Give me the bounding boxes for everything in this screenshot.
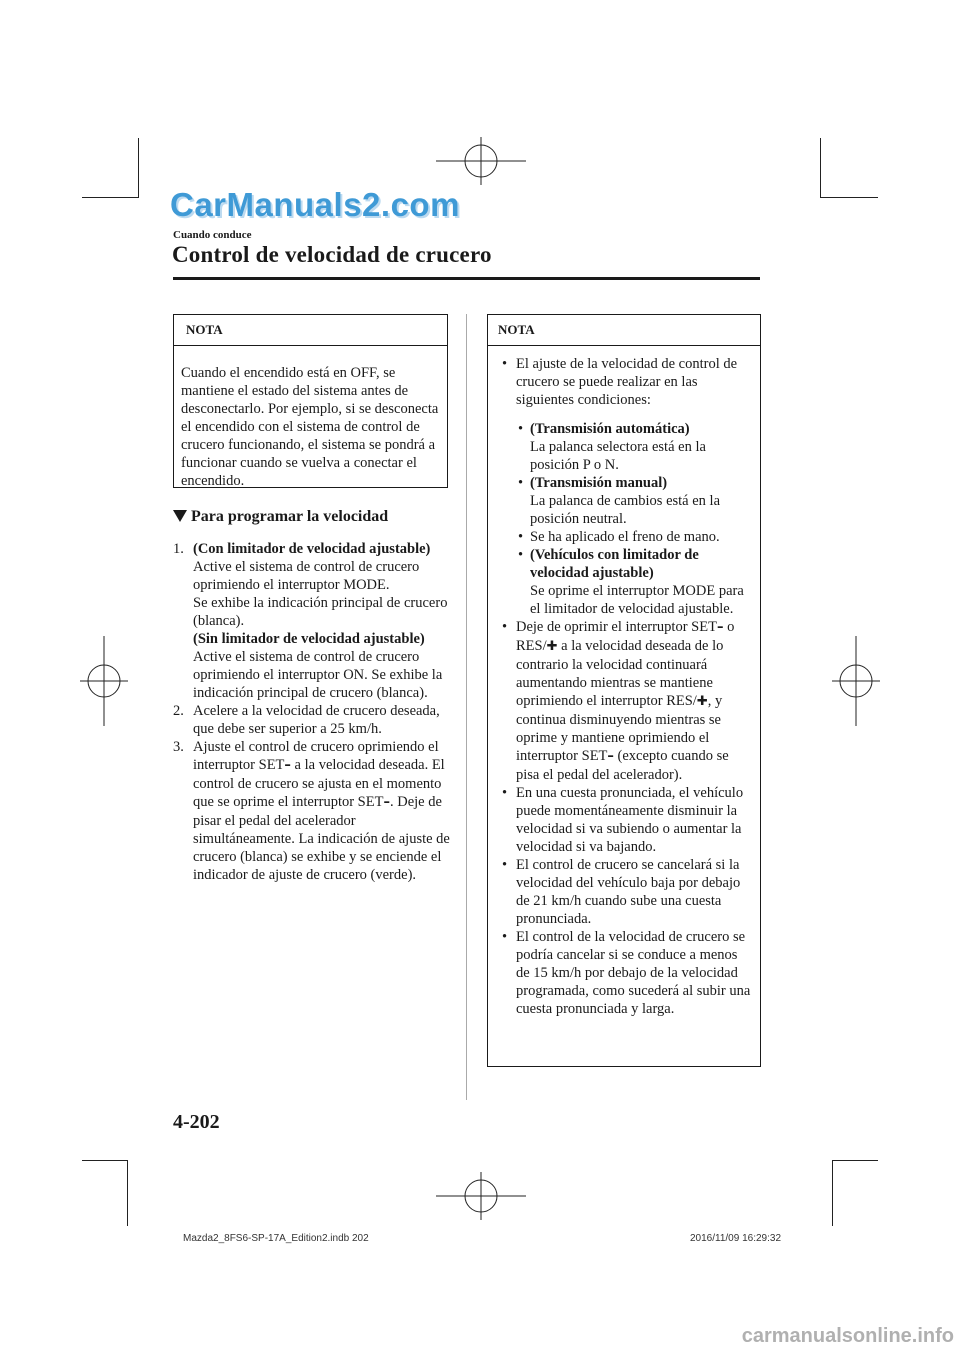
note-subbullet [490, 420, 754, 474]
note-subbullet [490, 546, 754, 618]
bullet-text-part: a la velocidad deseada de lo contrario la velocidad continuará aumentando mientras se mantiene oprimiendo el interruptor RES/ [516, 638, 724, 709]
note-box-left [173, 314, 448, 488]
section-label: Cuando conduce [173, 229, 252, 241]
subbullet-title: (Transmisión automática) [530, 421, 690, 437]
note-text: Cuando el encendido está en OFF, se mantiene el estado del sistema antes de desconectarlo. Por ejemplo, si se desconecta el encendido con el sistema de control de crucero funcionando, el sistema se pondrá a funcionar cuando se vuelva a conectar el encendido. [181, 365, 439, 489]
bullet-icon: • [518, 547, 524, 563]
step-text: Active el sistema de control de crucero oprimiendo el interruptor MODE. [193, 559, 420, 593]
bullet-icon: • [518, 475, 524, 491]
bullet-text-part: , y continua disminuyendo mientras se oprime y mantiene oprimiendo el interruptor SET [516, 693, 723, 764]
subbullet-title: (Transmisión manual) [530, 475, 668, 491]
crop-mark [82, 197, 139, 198]
bullet-text [516, 618, 754, 784]
step-3 [173, 738, 451, 884]
steps-list [173, 540, 451, 884]
crop-mark [832, 1160, 878, 1161]
subbullet-text: La palanca selectora está en la posición P o N. [530, 439, 706, 473]
plus-icon: ✚ [696, 694, 708, 709]
bullet-text: En una cuesta pronunciada, el vehículo puede momentáneamente disminuir la velocidad si va subiendo o aumentar la velocidad si va bajando. [516, 785, 744, 855]
note-subbullet [490, 474, 754, 528]
minus-icon: – [284, 758, 291, 773]
step-condition: (Sin limitador de velocidad ajustable) [193, 631, 425, 647]
note-bullet [490, 618, 754, 784]
note-subbullet [490, 528, 754, 546]
crop-mark [832, 1160, 833, 1226]
bullet-text-part: (excepto cuando se pisa el pedal del acelerador). [516, 748, 729, 783]
bullet-text-part: Deje de oprimir el interruptor SET [516, 619, 717, 635]
section-heading-text: Para programar la velocidad [191, 508, 389, 525]
step-condition: (Con limitador de velocidad ajustable) [193, 541, 431, 557]
crop-mark [820, 197, 878, 198]
subbullet-title: (Vehículos con limitador de velocidad ajustable) [530, 547, 699, 581]
page-title: Control de velocidad de crucero [172, 242, 492, 267]
bullet-icon: • [502, 857, 508, 873]
step-text: Active el sistema de control de crucero oprimiendo el interruptor ON. Se exhibe la indicación principal de crucero (blanca). [193, 649, 443, 701]
bullet-icon: • [502, 356, 508, 372]
watermark-logo[interactable]: CarManuals2.com [170, 186, 460, 223]
triangle-icon [173, 510, 187, 522]
subbullet-text: Se ha aplicado el freno de mano. [530, 529, 720, 545]
page-number: 4-202 [173, 1111, 220, 1133]
step-text [193, 738, 451, 884]
bullet-text-part: o RES/ [516, 619, 735, 654]
note-label: NOTA [488, 315, 760, 346]
step-number: 1. [173, 541, 184, 557]
crop-mark [138, 138, 139, 198]
registration-mark-icon [832, 636, 880, 726]
step-text-part: . Deje de pisar el pedal del acelerador simultáneamente. La indicación de ajuste de crucero (blanca) se exhibe y se enciende el indicador de ajuste de crucero (verde). [193, 794, 450, 883]
registration-mark-icon [436, 137, 526, 185]
bullet-icon: • [502, 929, 508, 945]
registration-mark-icon [436, 1172, 526, 1220]
crop-mark [127, 1160, 128, 1226]
minus-icon: – [383, 795, 390, 810]
note-bullets [488, 346, 760, 1018]
crop-mark [82, 1160, 128, 1161]
step-number: 3. [173, 739, 184, 755]
bullet-icon: • [518, 421, 524, 437]
registration-mark-icon [80, 636, 128, 726]
step-text-part: a la velocidad deseada. El control de crucero se ajusta en el momento que se oprime el interruptor SET [193, 757, 445, 810]
bullet-icon: • [518, 529, 524, 545]
step-text: Acelere a la velocidad de crucero deseada, que debe ser superior a 25 km/h. [193, 703, 440, 737]
note-bullet [490, 928, 754, 1018]
footer-filename: Mazda2_8FS6-SP-17A_Edition2.indb 202 [183, 1233, 369, 1244]
note-bullet [490, 856, 754, 928]
subbullet-text: La palanca de cambios está en la posición neutral. [530, 493, 721, 527]
bullet-text: El control de crucero se cancelará si la velocidad del vehículo baja por debajo de 21 km/h cuando sube una cuesta pronunciada. [516, 857, 741, 927]
title-rule [173, 277, 760, 280]
bullet-text: El ajuste de la velocidad de control de crucero se puede realizar en las siguientes condiciones: [516, 356, 738, 408]
step-text-part: Ajuste el control de crucero oprimiendo el interruptor SET [193, 739, 439, 773]
step-1 [173, 540, 451, 702]
column-divider [466, 314, 467, 1100]
note-bullet [490, 784, 754, 856]
minus-icon: – [716, 620, 724, 635]
note-label: NOTA [174, 315, 447, 346]
minus-icon: – [607, 749, 614, 764]
subbullet-text: Se oprime el interruptor MODE para el limitador de velocidad ajustable. [530, 583, 744, 617]
section-heading [173, 508, 388, 526]
note-bullet [490, 355, 754, 409]
bullet-icon: • [502, 619, 508, 635]
bullet-text: El control de la velocidad de crucero se podría cancelar si se conduce a menos de 15 km/h por debajo de la velocidad programada, como sucederá al subir una cuesta pronunciada y larga. [516, 929, 751, 1017]
plus-icon: ✚ [546, 639, 558, 654]
step-text: Se exhibe la indicación principal de crucero (blanca). [193, 595, 448, 629]
note-box-right [487, 314, 761, 1067]
step-number: 2. [173, 703, 184, 719]
watermark-footer[interactable]: carmanualsonline.info [741, 1325, 954, 1347]
step-2 [173, 702, 451, 738]
bullet-icon: • [502, 785, 508, 801]
crop-mark [820, 138, 821, 198]
footer-datetime: 2016/11/09 16:29:32 [690, 1233, 782, 1244]
